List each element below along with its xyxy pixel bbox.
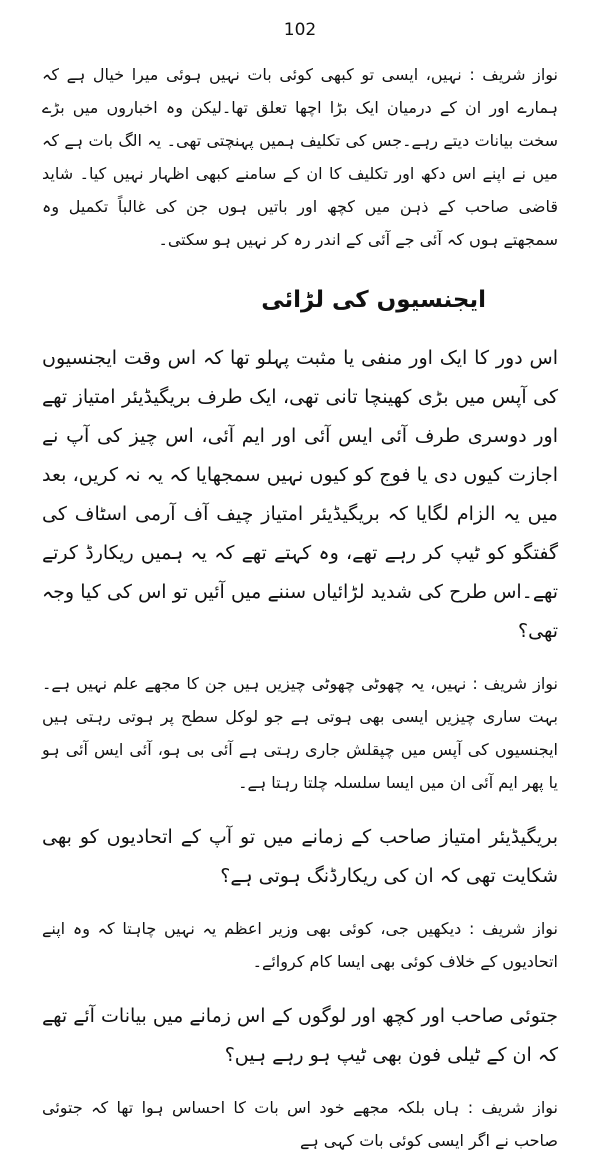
question-paragraph <box>42 997 558 1075</box>
answer-paragraph <box>42 912 558 978</box>
answer-text: ہاں بلکہ مجھے خود اس بات کا احساس ہوا تھا کہ جتوئی صاحب نے اگر ایسی کوئی بات کہی ہے <box>42 1098 558 1150</box>
speaker-label: نواز شریف : <box>472 674 558 693</box>
answer-paragraph <box>42 1091 558 1157</box>
answer-text: دیکھیں جی، کوئی بھی وزیر اعظم یہ نہیں چاہتا کہ وہ اپنے اتحادیوں کے خلاف کوئی بھی ایسا کام کروائے۔ <box>42 919 558 971</box>
section-heading: ایجنسیوں کی لڑائی <box>261 287 486 313</box>
question-text: جتوئی صاحب اور کچھ اور لوگوں کے اس زمانے میں بیانات آئے تھے کہ ان کے ٹیلی فون بھی ٹیپ ہو رہے ہیں؟ <box>42 1005 558 1066</box>
answer-paragraph <box>42 667 558 799</box>
question-text: بریگیڈیئر امتیاز صاحب کے زمانے میں تو آپ کے اتحادیوں کو بھی شکایت تھی کہ ان کی ریکارڈنگ ہوتی ہے؟ <box>42 826 558 887</box>
speaker-label: نواز شریف : <box>469 919 559 938</box>
answer-paragraph <box>42 58 558 256</box>
speaker-label: نواز شریف : <box>469 65 559 84</box>
question-text: اس دور کا ایک اور منفی یا مثبت پہلو تھا کہ اس وقت ایجنسیوں کی آپس میں بڑی کھینچا تانی تھی، ایک طرف بریگیڈیئر امتیاز تھے اور دوسری طرف آئی ایس آئی اور ایم آئی، اس چیز کی آپ نے اجازت کیوں دی یا فوج کو کیوں نہیں سمجھایا کہ یہ نہ کریں، بعد میں یہ الزام لگایا کہ بریگیڈیئر امتیاز چیف آف آرمی اسٹاف کی گفتگو کو ٹیپ کر رہے تھے، وہ کہتے تھے کہ یہ ہمیں ریکارڈ کرتے تھے۔اس طرح کی شدید لڑائیاں سننے میں آئیں تو اس کی کیا وجہ تھی؟ <box>42 347 558 642</box>
answer-text: نہیں، ایسی تو کبھی کوئی بات نہیں ہوئی میرا خیال ہے کہ ہمارے اور ان کے درمیان ایک بڑا اچھا تعلق تھا۔لیکن وہ اخباروں میں بڑے سخت بیانات دیتے رہے۔جس کی تکلیف ہمیں پہنچتی تھی۔ یہ الگ بات ہے کہ میں نے اپنے اس دکھ اور تکلیف کا ان کے سامنے کبھی اظہار نہیں کیا۔ شاید قاضی صاحب کے ذہن میں کچھ اور باتیں ہوں جن کی غالباً تکمیل وہ سمجھتے ہوں کہ آئی جے آئی کے اندر رہ کر نہیں ہو سکتی۔ <box>42 65 558 249</box>
question-paragraph <box>42 339 558 651</box>
answer-text: نہیں، یہ چھوٹی چھوٹی چیزیں ہیں جن کا مجھے علم نہیں ہے۔بہت ساری چیزیں ایسی بھی ہوتی ہے جو لوکل سطح پر ہوتی رہتی ہیں ایجنسیوں کی آپس میں چپقلش جاری رہتی ہے آئی بی ہو، آئی ایس آئی ہو یا پھر ایم آئی ان میں ایسا سلسلہ چلتا رہتا ہے۔ <box>42 674 558 792</box>
question-paragraph <box>42 818 558 896</box>
speaker-label: نواز شریف : <box>467 1098 558 1117</box>
page-number: 102 <box>283 20 317 40</box>
